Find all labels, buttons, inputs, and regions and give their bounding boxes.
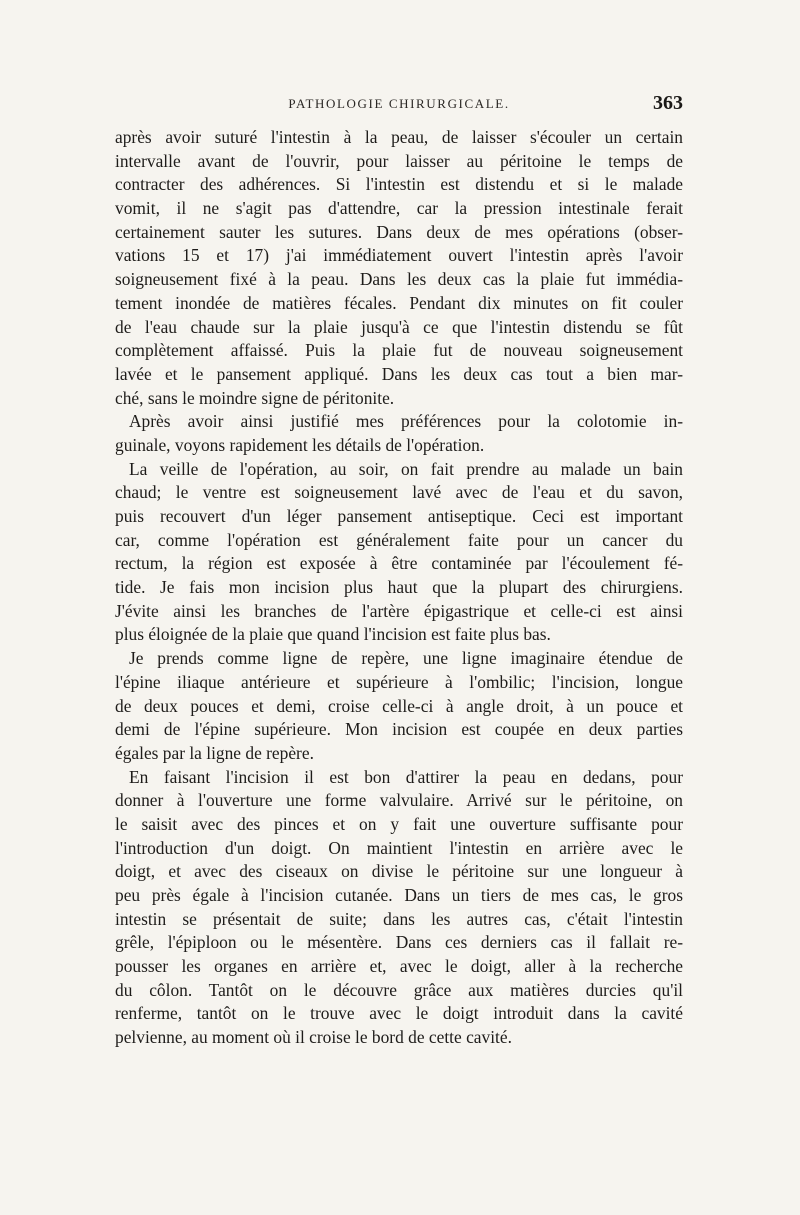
paragraph-preferences [115, 410, 683, 457]
text-line: le saisit avec des pinces et on y fait une ouverture suffisante pour [115, 813, 683, 834]
text-line: plus éloignée de la plaie que quand l'incision est faite plus bas. [115, 624, 551, 645]
text-line: renferme, tantôt on le trouve avec le doigt introduit dans la cavité [115, 1003, 683, 1024]
paragraph-preparation [115, 458, 683, 648]
text-line: égales par la ligne de repère. [115, 742, 314, 763]
text-line: La veille de l'opération, au soir, on fait prendre au malade un bain [129, 458, 683, 479]
text-line: l'introduction d'un doigt. On maintient l'intestin en arrière avec le [115, 837, 683, 858]
text-line: vomit, il ne s'agit pas d'attendre, car la pression intestinale ferait [115, 198, 683, 219]
text-line: pousser les organes en arrière et, avec le doigt, aller à la recherche [115, 956, 683, 977]
text-line: complètement affaissé. Puis la plaie fut de nouveau soigneusement [115, 340, 683, 361]
text-line: donner à l'ouverture une forme valvulaire. Arrivé sur le péritoine, on [115, 790, 683, 811]
text-line: certainement sauter les sutures. Dans deux de mes opérations (obser- [115, 221, 683, 242]
text-line: du côlon. Tantôt on le découvre grâce aux matières durcies qu'il [115, 979, 683, 1000]
text-line: puis recouvert d'un léger pansement antiseptique. Ceci est important [115, 506, 683, 526]
text-line: demi de l'épine supérieure. Mon incision est coupée en deux parties [115, 719, 683, 740]
text-line: contracter des adhérences. Si l'intestin est distendu et si le malade [115, 174, 683, 195]
text-line: grêle, l'épiploon ou le mésentère. Dans ces derniers cas il fallait re- [115, 932, 683, 953]
text-line: après avoir suturé l'intestin à la peau, de laisser s'écouler un certain [115, 127, 683, 147]
text-line: J'évite ainsi les branches de l'artère épigastrique et celle-ci est ainsi [115, 600, 683, 621]
text-line: rectum, la région est exposée à être contaminée par l'écoulement fé- [115, 553, 683, 574]
text-line: intervalle avant de l'ouvrir, pour laisser au péritoine le temps de [115, 150, 683, 171]
text-line: de deux pouces et demi, croise celle-ci à angle droit, à un pouce et [115, 695, 683, 716]
text-line: tide. Je fais mon incision plus haut que la plupart des chirurgiens. [115, 577, 683, 598]
text-line: lavée et le pansement appliqué. Dans les deux cas tout a bien mar- [115, 363, 683, 384]
paragraph-suture-delay [115, 126, 683, 410]
paragraph-incision [115, 766, 683, 1050]
running-head [115, 92, 683, 118]
text-line: soigneusement fixé à la peau. Dans les deux cas la plaie fut immédia- [115, 269, 683, 290]
page-number: 363 [653, 92, 683, 114]
text-line: car, comme l'opération est généralement faite pour un cancer du [115, 529, 683, 550]
text-line: ché, sans le moindre signe de péritonite. [115, 387, 395, 408]
paragraph-landmark [115, 647, 683, 765]
text-line: guinale, voyons rapidement les détails de l'opération. [115, 434, 485, 455]
text-line: Je prends comme ligne de repère, une ligne imaginaire étendue de [129, 648, 683, 669]
text-line: doigt, et avec des ciseaux on divise le péritoine sur une longueur à [115, 861, 683, 882]
text-line: pelvienne, au moment où il croise le bord de cette cavité. [115, 1027, 512, 1048]
text-line: intestin se présentait de suite; dans les autres cas, c'était l'intestin [115, 908, 683, 929]
text-line: chaud; le ventre est soigneusement lavé avec de l'eau et du savon, [115, 482, 683, 503]
text-line: En faisant l'incision il est bon d'attirer la peau en dedans, pour [129, 766, 683, 787]
text-line: l'épine iliaque antérieure et supérieure à l'ombilic; l'incision, longue [115, 671, 683, 692]
running-title: PATHOLOGIE CHIRURGICALE. [288, 96, 510, 111]
text-line: vations 15 et 17) j'ai immédiatement ouvert l'intestin après l'avoir [115, 245, 683, 266]
text-line: tement inondée de matières fécales. Pendant dix minutes on fit couler [115, 292, 683, 313]
text-line: de l'eau chaude sur la plaie jusqu'à ce que l'intestin distendu se fût [115, 316, 683, 337]
body-text [115, 126, 683, 1050]
text-line: peu près égale à l'incision cutanée. Dans un tiers de mes cas, le gros [115, 885, 683, 905]
text-line: Après avoir ainsi justifié mes préférences pour la colotomie in- [129, 411, 683, 432]
